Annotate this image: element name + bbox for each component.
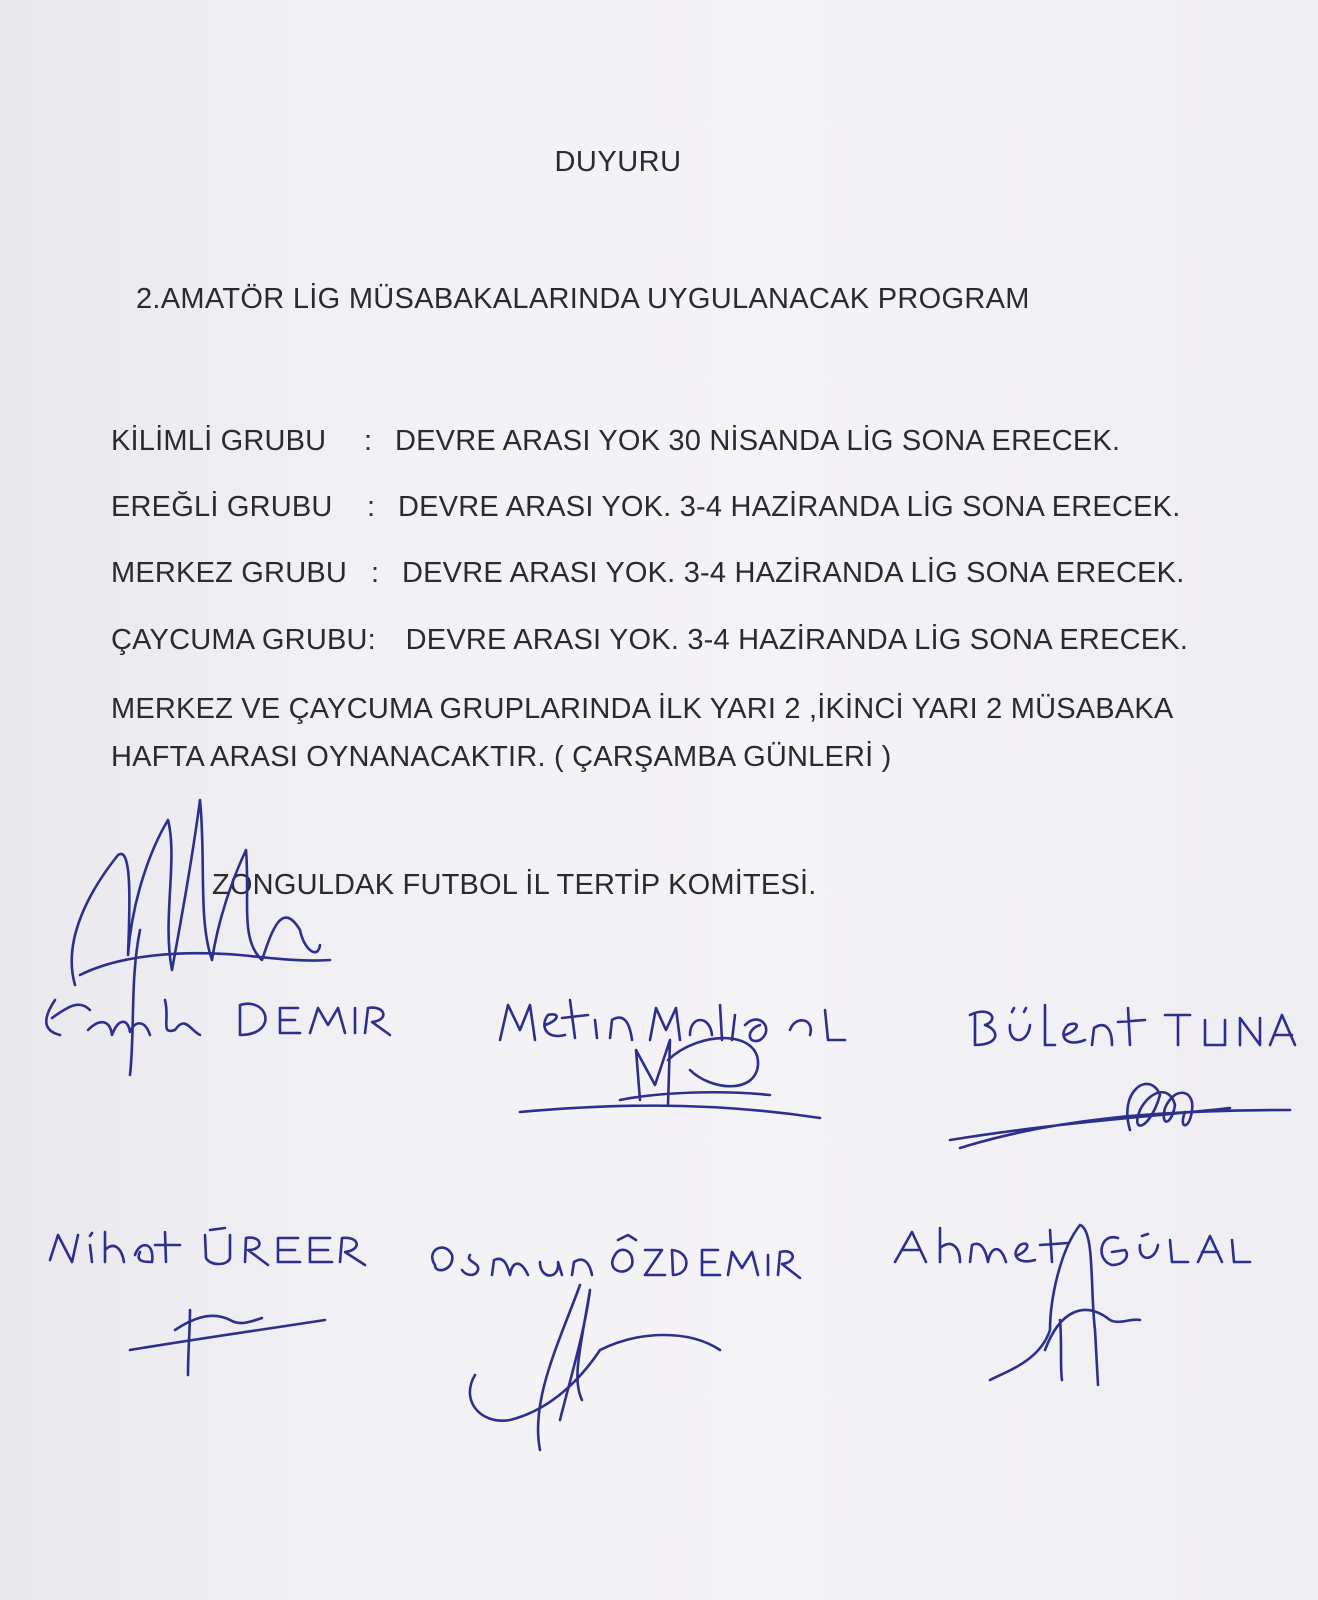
group-separator: : [364,425,373,457]
signature-metin-malkoc [500,1000,845,1118]
group-row-kilimli [111,425,1120,458]
signature-osman-ozdemir [432,1235,800,1450]
signature-bulent-tuna [950,1005,1295,1148]
group-schedule: DEVRE ARASI YOK. 3-4 HAZİRANDA LİG SONA ERECEK. [398,491,1181,523]
group-name: KİLİMLİ GRUBU [111,425,327,457]
group-separator: : [371,557,380,589]
group-row-caycuma [111,624,1188,657]
committee-name: ZONGULDAK FUTBOL İL TERTİP KOMİTESİ. [212,869,817,901]
group-row-merkez [111,557,1184,590]
document-title: DUYURU [554,146,682,178]
signature-ahmet-gulal [895,1225,1250,1385]
group-separator: : [367,624,376,656]
signature-kemal-demir [46,800,390,1075]
group-schedule: DEVRE ARASI YOK. 3-4 HAZİRANDA LİG SONA ERECEK. [405,624,1189,656]
group-name: ÇAYCUMA GRUBU [111,624,368,656]
group-schedule: DEVRE ARASI YOK. 3-4 HAZİRANDA LİG SONA ERECEK. [402,557,1185,589]
group-name: MERKEZ GRUBU [111,557,348,589]
group-name: EREĞLİ GRUBU [111,491,333,523]
note-line-1: MERKEZ VE ÇAYCUMA GRUPLARINDA İLK YARI 2 ,İKİNCİ YARI 2 MÜSABAKA [111,693,1174,725]
group-schedule: DEVRE ARASI YOK 30 NİSANDA LİG SONA ERECEK. [395,425,1121,457]
group-row-eregli [111,491,1180,524]
note-line-2: HAFTA ARASI OYNANACAKTIR. ( ÇARŞAMBA GÜNLERİ ) [111,741,892,773]
signature-nihat-ureer [50,1228,365,1375]
document-subtitle: 2.AMATÖR LİG MÜSABAKALARINDA UYGULANACAK PROGRAM [136,283,1030,315]
group-separator: : [367,491,376,523]
